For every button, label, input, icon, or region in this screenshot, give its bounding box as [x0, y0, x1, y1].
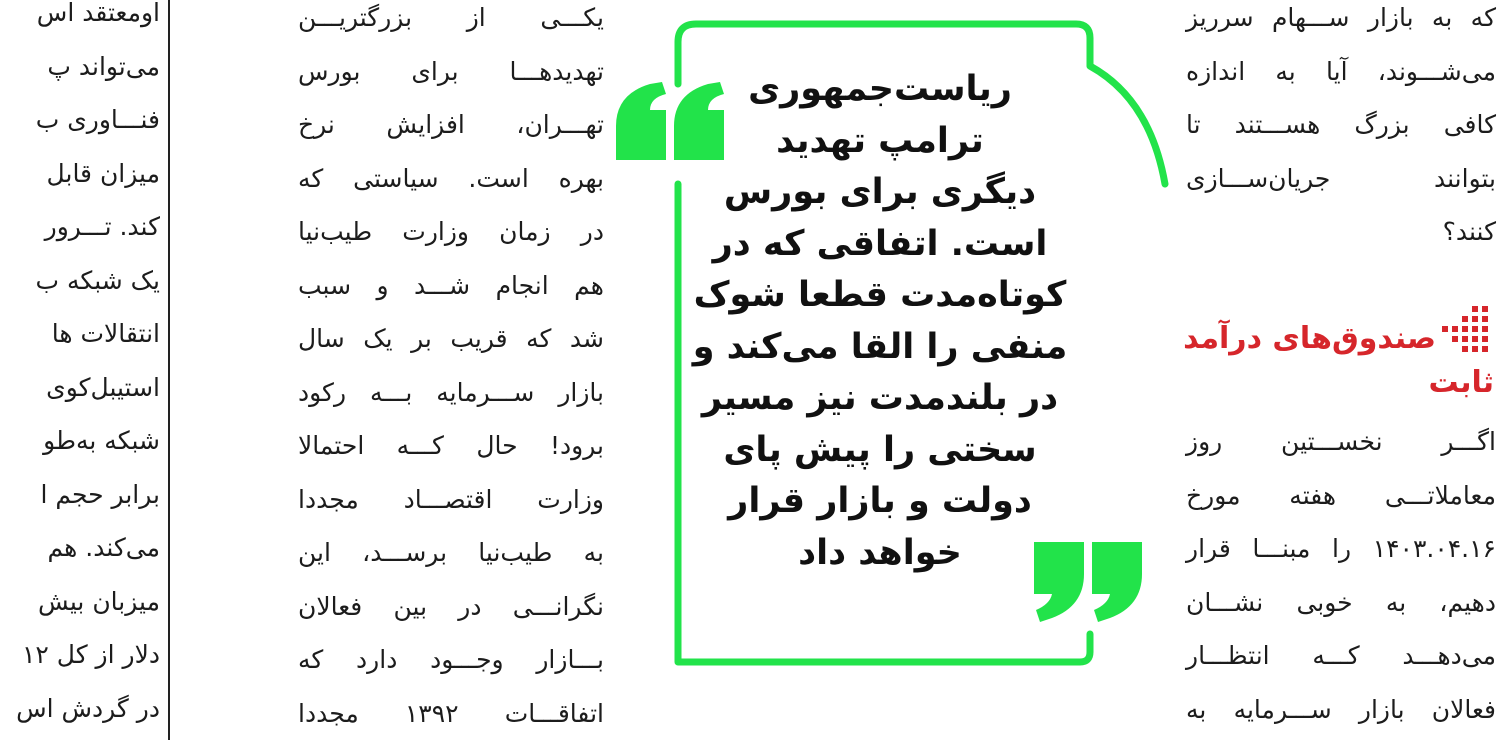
- text-line: فنـــاوری ب: [35, 105, 160, 134]
- text-line: وزارت اقتصـــاد مجددا: [298, 484, 604, 514]
- quote-line: است. اتفاقی که در: [712, 223, 1048, 264]
- text-line: کنند؟: [1442, 217, 1496, 246]
- quote-line: خواهد داد: [798, 532, 962, 573]
- quote-line: ریاست‌جمهوری: [748, 69, 1012, 109]
- article-column-left: [0, 0, 160, 735]
- text-line: در زمان وزارت طیب‌نیا: [298, 217, 604, 246]
- quote-line: دیگری برای بورس: [723, 172, 1037, 212]
- text-line: ۱۴۰۳.۰۴.۱۶ را مبنـــا قرار: [1186, 534, 1496, 563]
- text-line: شبکه به‌طو: [43, 426, 160, 455]
- paragraph: [1186, 415, 1496, 736]
- text-line: استیبل‌کوی: [46, 372, 160, 402]
- text-line: هم انجام شـــد و سبب: [298, 270, 604, 300]
- pull-quote-text: [690, 64, 1070, 579]
- text-line: دلار از کل ۱۲: [21, 640, 160, 669]
- text-line: می‌دهـــد کـــه انتظـــار: [1186, 641, 1496, 670]
- quote-line: ترامپ تهدید: [776, 120, 984, 161]
- section-heading: [1183, 304, 1494, 405]
- quote-line: منفی را القا می‌کند و: [692, 326, 1068, 367]
- text-line: دهیم، به خوبی نشـــان: [1186, 587, 1496, 617]
- text-line: بتوانند جریان‌ســـازی: [1186, 163, 1496, 193]
- article-column-middle: [298, 0, 604, 740]
- column-divider: [168, 0, 170, 740]
- heading-line-2: ثابت: [1428, 365, 1494, 400]
- text-line: تهدیدهـــا برای بورس: [298, 56, 604, 86]
- text-line: کند. تـــرور: [44, 212, 160, 241]
- text-line: میزبان بیش: [38, 586, 160, 616]
- text-line: یکـــی از بزرگتریـــن: [298, 3, 604, 32]
- text-line: معاملاتـــی هفته مورخ: [1186, 480, 1496, 510]
- quote-line: سختی را پیش پای: [723, 429, 1037, 470]
- text-line: فعالان بازار ســـرمایه به: [1186, 694, 1496, 724]
- text-line: اتفاقـــات ۱۳۹۲ مجددا: [298, 698, 604, 728]
- text-line: اگـــر نخســـتین روز: [1186, 427, 1496, 456]
- text-line: شد که قریب بر یک سال: [298, 324, 604, 353]
- text-line: می‌کند. هم: [47, 533, 160, 562]
- text-line: اومعتقد اس: [36, 0, 160, 27]
- text-line: بهره است. سیاستی که: [298, 163, 604, 193]
- quote-line: در بلندمدت نیز مسیر: [701, 378, 1059, 418]
- article-column-right: [1186, 0, 1496, 259]
- text-line: انتقالات ها: [51, 319, 160, 348]
- text-line: بـــازار وجـــود دارد که: [298, 645, 604, 674]
- text-line: کافی بزرگ هســـتند تا: [1186, 110, 1496, 139]
- paragraph: [1186, 0, 1496, 259]
- text-line: که به بازار ســـهام سرریز: [1186, 3, 1496, 32]
- text-line: تهـــران، افزایش نرخ: [298, 110, 604, 139]
- text-line: نگرانـــی در بین فعالان: [298, 591, 604, 621]
- text-line: بازار ســـرمایه بـــه رکود: [298, 377, 604, 407]
- text-line: به طیب‌نیا برســـد، این: [298, 538, 604, 567]
- heading-line-1: صندوق‌های درآمد: [1183, 321, 1436, 356]
- text-line: میزان قابل: [46, 158, 160, 188]
- text-line: یک شبکه ب: [35, 265, 160, 295]
- grid-dots-icon: [1442, 304, 1494, 358]
- text-line: می‌شـــوند، آیا به اندازه: [1186, 56, 1496, 86]
- text-line: برود! حال کـــه احتمالا: [298, 431, 604, 460]
- quote-line: دولت و بازار قرار: [728, 481, 1032, 521]
- text-line: در گردش اس: [16, 693, 160, 723]
- text-line: برابر حجم ا: [40, 479, 160, 509]
- quote-line: کوتاه‌مدت قطعا شوک: [693, 275, 1067, 315]
- text-line: می‌تواند پ: [47, 51, 160, 81]
